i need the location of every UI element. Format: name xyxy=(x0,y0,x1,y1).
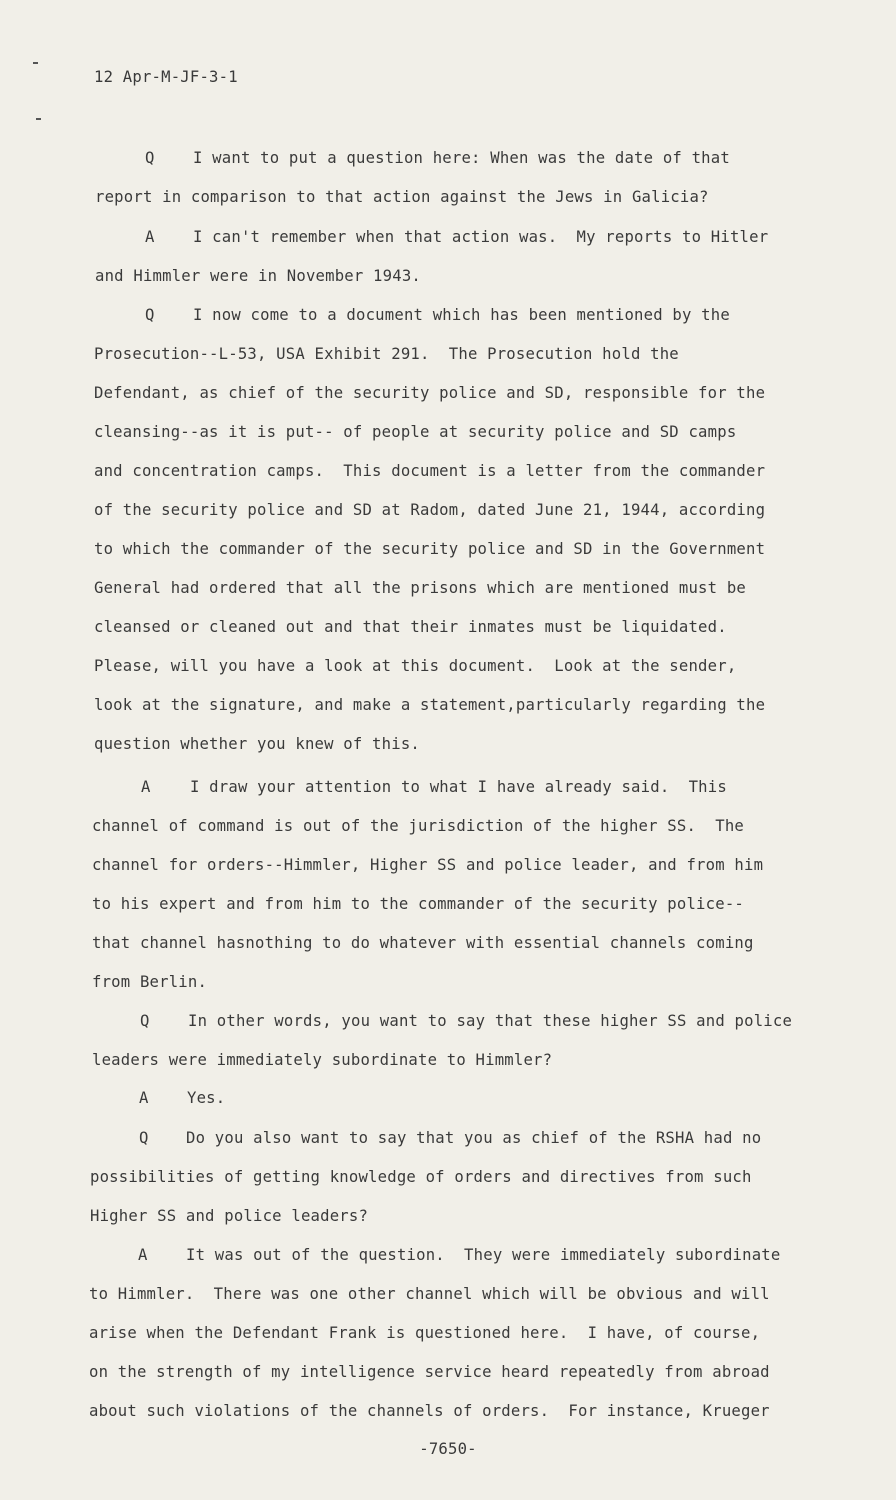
text-line: that channel hasnothing to do whatever with essential channels coming xyxy=(92,934,754,952)
text-line: I draw your attention to what I have already said. This xyxy=(190,778,727,796)
margin-mark xyxy=(36,118,41,120)
text-line: channel for orders--Himmler, Higher SS and police leader, and from him xyxy=(92,856,764,874)
text-line: about such violations of the channels of orders. For instance, Krueger xyxy=(89,1402,770,1420)
speaker-label: A xyxy=(139,1089,149,1107)
text-line: to Himmler. There was one other channel which will be obvious and will xyxy=(89,1285,770,1303)
text-line: I want to put a question here: When was the date of that xyxy=(193,149,730,167)
text-line: report in comparison to that action against the Jews in Galicia? xyxy=(95,188,709,206)
text-line: Defendant, as chief of the security police and SD, responsible for the xyxy=(94,384,766,402)
text-line: It was out of the question. They were immediately subordinate xyxy=(186,1246,781,1264)
speaker-label: Q xyxy=(145,149,155,167)
text-line: Prosecution--L-53, USA Exhibit 291. The Prosecution hold the xyxy=(94,345,679,363)
text-line: and concentration camps. This document is a letter from the commander xyxy=(94,462,766,480)
text-line: channel of command is out of the jurisdiction of the higher SS. The xyxy=(92,817,744,835)
speaker-label: Q xyxy=(145,306,155,324)
text-line: cleansed or cleaned out and that their inmates must be liquidated. xyxy=(94,618,727,636)
document-reference: 12 Apr-M-JF-3-1 xyxy=(94,68,238,86)
text-line: arise when the Defendant Frank is questioned here. I have, of course, xyxy=(89,1324,761,1342)
text-line: on the strength of my intelligence service heard repeatedly from abroad xyxy=(89,1363,770,1381)
speaker-label: A xyxy=(145,228,155,246)
text-line: General had ordered that all the prisons which are mentioned must be xyxy=(94,579,746,597)
text-line: I now come to a document which has been mentioned by the xyxy=(193,306,730,324)
text-line: to which the commander of the security police and SD in the Government xyxy=(94,540,766,558)
text-line: Please, will you have a look at this document. Look at the sender, xyxy=(94,657,737,675)
margin-mark xyxy=(33,62,38,64)
text-line: possibilities of getting knowledge of orders and directives from such xyxy=(90,1168,752,1186)
page-number: -7650- xyxy=(419,1440,477,1458)
text-line: Do you also want to say that you as chief of the RSHA had no xyxy=(186,1129,762,1147)
text-line: of the security police and SD at Radom, dated June 21, 1944, according xyxy=(94,501,766,519)
speaker-label: Q xyxy=(140,1012,150,1030)
text-line: Higher SS and police leaders? xyxy=(90,1207,369,1225)
text-line: In other words, you want to say that these higher SS and police xyxy=(188,1012,793,1030)
speaker-label: Q xyxy=(139,1129,149,1147)
text-line: look at the signature, and make a statement,particularly regarding the xyxy=(94,696,766,714)
speaker-label: A xyxy=(138,1246,148,1264)
text-line: question whether you knew of this. xyxy=(94,735,420,753)
text-line: Yes. xyxy=(187,1089,226,1107)
text-line: and Himmler were in November 1943. xyxy=(95,267,421,285)
text-line: to his expert and from him to the commander of the security police-- xyxy=(92,895,744,913)
text-line: I can't remember when that action was. My reports to Hitler xyxy=(193,228,769,246)
text-line: from Berlin. xyxy=(92,973,208,991)
text-line: leaders were immediately subordinate to Himmler? xyxy=(92,1051,553,1069)
text-line: cleansing--as it is put-- of people at security police and SD camps xyxy=(94,423,737,441)
speaker-label: A xyxy=(141,778,151,796)
